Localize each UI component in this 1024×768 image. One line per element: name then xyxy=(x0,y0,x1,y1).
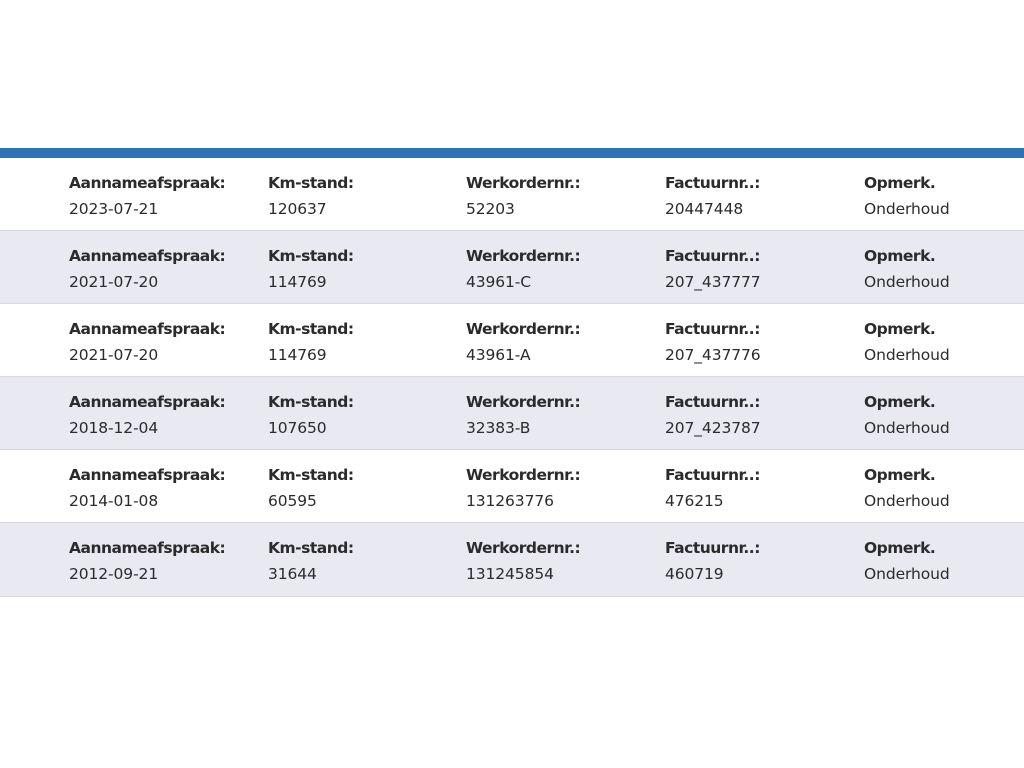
appointment-date-label: Aannameafspraak: xyxy=(69,247,226,265)
remark-label: Opmerk. xyxy=(864,539,936,557)
odometer-value: 114769 xyxy=(268,346,327,364)
work-order-number-label: Werkordernr.: xyxy=(466,320,581,338)
odometer-cell xyxy=(268,465,354,511)
odometer-cell xyxy=(268,173,354,219)
appointment-date-cell xyxy=(69,538,225,584)
remark-label: Opmerk. xyxy=(864,174,936,192)
invoice-number-cell xyxy=(665,319,761,365)
invoice-number-value: 207_437776 xyxy=(665,346,761,364)
work-order-number-label: Werkordernr.: xyxy=(466,393,581,411)
invoice-number-label: Factuurnr..: xyxy=(665,320,760,338)
work-order-number-cell xyxy=(466,173,580,219)
appointment-date-cell xyxy=(69,319,225,365)
remark-cell xyxy=(864,465,950,511)
work-order-number-value: 43961-C xyxy=(466,273,532,291)
work-order-number-value: 43961-A xyxy=(466,346,531,364)
remark-value: Onderhoud xyxy=(864,492,950,510)
odometer-cell xyxy=(268,538,354,584)
invoice-number-value: 207_423787 xyxy=(665,419,761,437)
invoice-number-cell xyxy=(665,392,761,438)
history-row xyxy=(0,523,1024,597)
work-order-number-value: 52203 xyxy=(466,200,515,218)
odometer-cell xyxy=(268,246,354,292)
invoice-number-label: Factuurnr..: xyxy=(665,247,760,265)
odometer-label: Km-stand: xyxy=(268,539,354,557)
appointment-date-value: 2018-12-04 xyxy=(69,419,159,437)
appointment-date-cell xyxy=(69,246,225,292)
invoice-number-label: Factuurnr..: xyxy=(665,393,760,411)
work-order-number-cell xyxy=(466,538,580,584)
odometer-value: 31644 xyxy=(268,565,317,583)
odometer-cell xyxy=(268,319,354,365)
invoice-number-cell xyxy=(665,246,761,292)
invoice-number-cell xyxy=(665,173,760,219)
odometer-label: Km-stand: xyxy=(268,466,354,484)
invoice-number-value: 20447448 xyxy=(665,200,744,218)
invoice-number-cell xyxy=(665,465,760,511)
work-order-number-label: Werkordernr.: xyxy=(466,466,581,484)
appointment-date-value: 2021-07-20 xyxy=(69,346,159,364)
remark-label: Opmerk. xyxy=(864,247,936,265)
appointment-date-label: Aannameafspraak: xyxy=(69,539,226,557)
appointment-date-value: 2014-01-08 xyxy=(69,492,159,510)
remark-cell xyxy=(864,538,950,584)
invoice-number-cell xyxy=(665,538,760,584)
odometer-value: 107650 xyxy=(268,419,327,437)
header-accent-bar xyxy=(0,148,1024,158)
history-row xyxy=(0,450,1024,523)
appointment-date-value: 2021-07-20 xyxy=(69,273,159,291)
remark-label: Opmerk. xyxy=(864,466,936,484)
remark-cell xyxy=(864,173,950,219)
invoice-number-value: 476215 xyxy=(665,492,724,510)
remark-value: Onderhoud xyxy=(864,565,950,583)
remark-value: Onderhoud xyxy=(864,273,950,291)
work-order-number-cell xyxy=(466,319,580,365)
history-row xyxy=(0,158,1024,231)
appointment-date-label: Aannameafspraak: xyxy=(69,466,226,484)
service-history-list xyxy=(0,158,1024,597)
appointment-date-cell xyxy=(69,465,225,511)
remark-value: Onderhoud xyxy=(864,200,950,218)
invoice-number-value: 460719 xyxy=(665,565,724,583)
appointment-date-cell xyxy=(69,392,225,438)
appointment-date-label: Aannameafspraak: xyxy=(69,174,226,192)
work-order-number-cell xyxy=(466,392,580,438)
remark-value: Onderhoud xyxy=(864,346,950,364)
work-order-number-value: 32383-B xyxy=(466,419,531,437)
remark-label: Opmerk. xyxy=(864,393,936,411)
remark-cell xyxy=(864,392,950,438)
invoice-number-label: Factuurnr..: xyxy=(665,466,760,484)
work-order-number-value: 131263776 xyxy=(466,492,554,510)
history-row xyxy=(0,304,1024,377)
work-order-number-value: 131245854 xyxy=(466,565,554,583)
invoice-number-label: Factuurnr..: xyxy=(665,539,760,557)
appointment-date-value: 2023-07-21 xyxy=(69,200,159,218)
work-order-number-label: Werkordernr.: xyxy=(466,539,581,557)
history-row xyxy=(0,377,1024,450)
odometer-label: Km-stand: xyxy=(268,393,354,411)
remark-cell xyxy=(864,246,950,292)
appointment-date-label: Aannameafspraak: xyxy=(69,393,226,411)
invoice-number-value: 207_437777 xyxy=(665,273,761,291)
odometer-value: 120637 xyxy=(268,200,327,218)
odometer-label: Km-stand: xyxy=(268,247,354,265)
work-order-number-label: Werkordernr.: xyxy=(466,174,581,192)
odometer-cell xyxy=(268,392,354,438)
odometer-value: 114769 xyxy=(268,273,327,291)
remark-value: Onderhoud xyxy=(864,419,950,437)
odometer-label: Km-stand: xyxy=(268,174,354,192)
remark-label: Opmerk. xyxy=(864,320,936,338)
work-order-number-label: Werkordernr.: xyxy=(466,247,581,265)
appointment-date-label: Aannameafspraak: xyxy=(69,320,226,338)
work-order-number-cell xyxy=(466,246,580,292)
remark-cell xyxy=(864,319,950,365)
history-row xyxy=(0,231,1024,304)
work-order-number-cell xyxy=(466,465,580,511)
invoice-number-label: Factuurnr..: xyxy=(665,174,760,192)
appointment-date-cell xyxy=(69,173,225,219)
odometer-label: Km-stand: xyxy=(268,320,354,338)
appointment-date-value: 2012-09-21 xyxy=(69,565,159,583)
odometer-value: 60595 xyxy=(268,492,317,510)
